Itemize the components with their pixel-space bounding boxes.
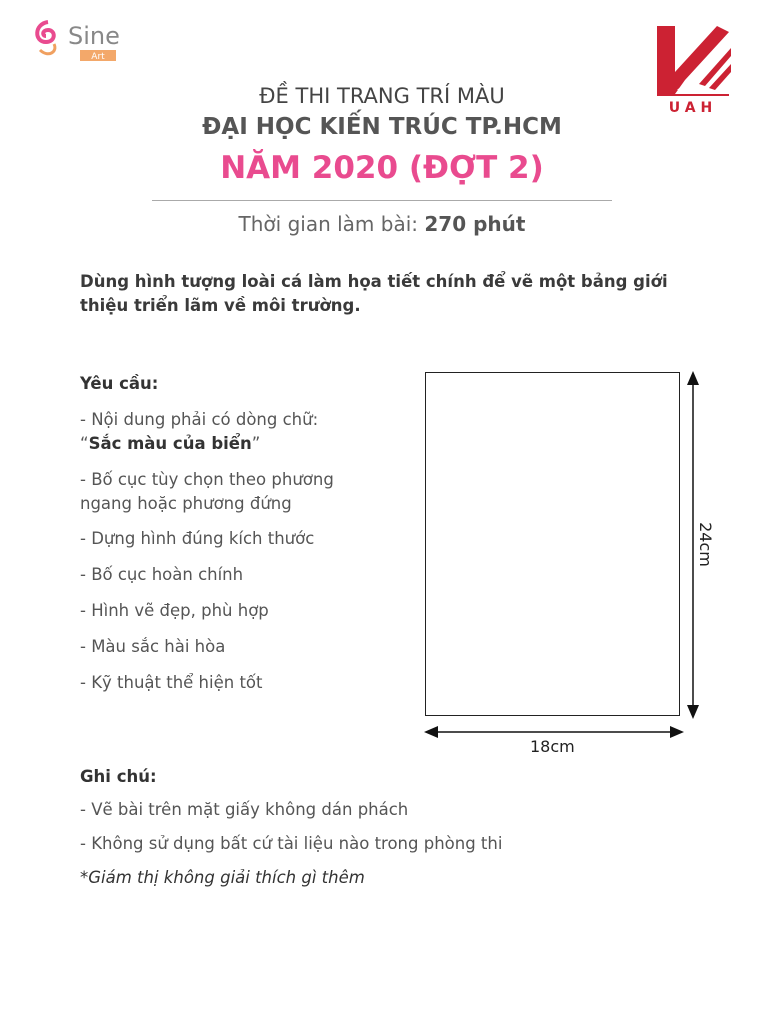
uah-logo xyxy=(655,24,735,123)
notes-heading: Ghi chú: xyxy=(80,767,157,786)
width-label: 18cm xyxy=(530,737,575,756)
requirement-item: - Dựng hình đúng kích thước xyxy=(80,529,315,548)
sine-art-logo xyxy=(30,14,150,68)
dimension-arrows xyxy=(420,365,720,745)
title-line-3: NĂM 2020 (ĐỢT 2) xyxy=(220,150,544,186)
requirement-item: - Kỹ thuật thể hiện tốt xyxy=(80,673,263,692)
requirement-item: - Bố cục hoàn chính xyxy=(80,565,244,584)
svg-text:UAH: UAH xyxy=(668,100,718,116)
requirement-item: - Hình vẽ đẹp, phù hợp xyxy=(80,601,269,620)
note-item: - Vẽ bài trên mặt giấy không dán phách xyxy=(80,800,409,819)
requirement-item: - Màu sắc hài hòa xyxy=(80,637,226,656)
requirements-heading: Yêu cầu: xyxy=(80,374,159,393)
sine-art-logo-icon xyxy=(30,14,150,64)
requirement-item: - Bố cục tùy chọn theo phương ngang hoặc phương đứng xyxy=(80,470,334,513)
height-label: 24cm xyxy=(695,522,715,567)
requirement-item: - Nội dung phải có dòng chữ: “Sắc màu của biển” xyxy=(80,410,319,453)
title-line-2: ĐẠI HỌC KIẾN TRÚC TP.HCM xyxy=(202,114,562,140)
exam-prompt: Dùng hình tượng loài cá làm họa tiết chính để vẽ một bảng giới thiệu triển lãm về môi trường. xyxy=(80,272,668,315)
note-item: - Không sử dụng bất cứ tài liệu nào trong phòng thi xyxy=(80,834,503,853)
svg-text:Art: Art xyxy=(91,52,105,62)
title-line-1: ĐỀ THI TRANG TRÍ MÀU xyxy=(259,84,505,108)
divider xyxy=(152,200,612,201)
logo-name: Sine xyxy=(68,22,120,50)
time-limit: Thời gian làm bài: 270 phút xyxy=(238,212,526,236)
note-footer: *Giám thị không giải thích gì thêm xyxy=(80,868,365,887)
